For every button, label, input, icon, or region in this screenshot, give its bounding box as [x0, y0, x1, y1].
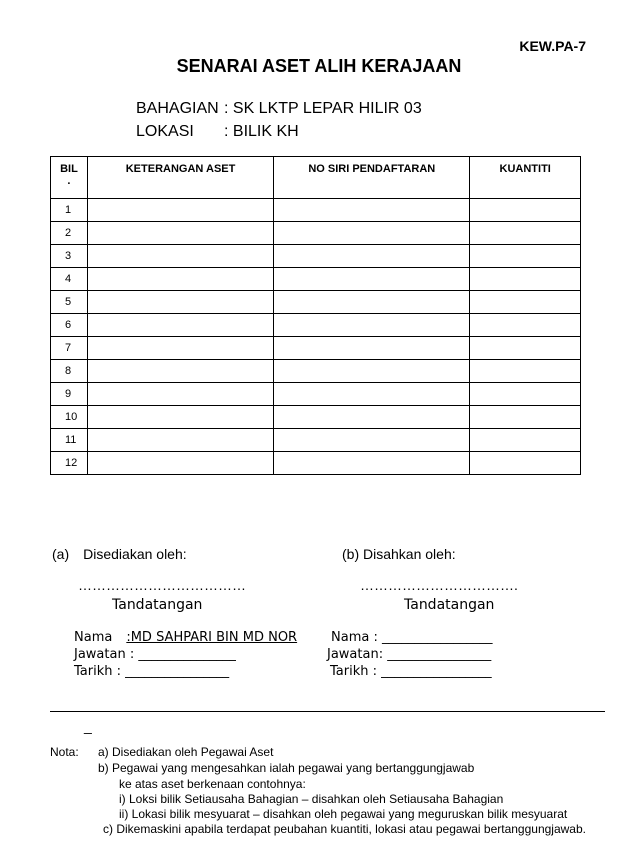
nota-line-b-ii: ii) Lokasi bilik mesyuarat – disahkan oleh pegawai yang meguruskan bilik mesyuarat: [119, 807, 568, 821]
signature-dots-a: ………………………………: [78, 577, 246, 593]
nota-line-c: c) Dikemaskini apabila terdapat peubahan kuantiti, lokasi atau pegawai bertanggungjawab.: [103, 822, 586, 836]
page-title: SENARAI ASET ALIH KERAJAAN: [176, 56, 462, 76]
cell-keterangan-aset: [87, 222, 273, 245]
section-a-letter: (a): [52, 546, 70, 562]
cell-kuantiti: [470, 222, 581, 245]
table-row: [51, 199, 581, 222]
cell-keterangan-aset: [87, 268, 273, 291]
cell-kuantiti: [470, 383, 581, 406]
section-b-heading: (b) Disahkan oleh:: [342, 546, 456, 562]
lokasi-label: LOKASI: [136, 123, 194, 140]
table-row: [51, 383, 581, 406]
cell-no-siri: [274, 452, 470, 475]
cell-kuantiti: [470, 406, 581, 429]
tarikh-row-b: Tarikh : _________________: [330, 664, 492, 679]
divider-line: [50, 711, 605, 712]
nota-label: Nota:: [50, 745, 79, 759]
lokasi-value: : BILIK KH: [224, 123, 299, 140]
cell-kuantiti: [470, 337, 581, 360]
nama-row-b: Nama : _________________: [331, 630, 493, 645]
cell-bil: 7: [51, 337, 88, 360]
table-header-row: [51, 157, 581, 199]
cell-bil: 8: [51, 360, 88, 383]
lokasi-row: [136, 123, 299, 141]
cell-no-siri: [274, 337, 470, 360]
signature-label-b: Tandatangan: [404, 597, 495, 613]
table-row: [51, 406, 581, 429]
cell-no-siri: [274, 406, 470, 429]
nama-value-a: :MD SAHPARI BIN MD NOR: [126, 630, 298, 645]
cell-bil: 9: [51, 383, 88, 406]
cell-no-siri: [274, 314, 470, 337]
cell-no-siri: [274, 360, 470, 383]
table-row: [51, 360, 581, 383]
cell-kuantiti: [470, 199, 581, 222]
cell-kuantiti: [470, 291, 581, 314]
nama-row-a: [74, 630, 297, 645]
section-a-heading: [52, 546, 187, 562]
table-row: [51, 337, 581, 360]
nama-label-a: Nama: [74, 630, 113, 645]
cell-keterangan-aset: [87, 383, 273, 406]
bahagian-value: : SK LKTP LEPAR HILIR 03: [224, 100, 422, 117]
cell-no-siri: [274, 291, 470, 314]
table-row: [51, 268, 581, 291]
cell-no-siri: [274, 199, 470, 222]
cell-kuantiti: [470, 429, 581, 452]
bahagian-label: BAHAGIAN: [136, 100, 219, 117]
cell-kuantiti: [470, 268, 581, 291]
cell-keterangan-aset: [87, 452, 273, 475]
cell-keterangan-aset: [87, 360, 273, 383]
cell-no-siri: [274, 268, 470, 291]
header-no-siri: NO SIRI PENDAFTARAN: [274, 157, 470, 199]
cell-kuantiti: [470, 314, 581, 337]
cell-keterangan-aset: [87, 406, 273, 429]
nota-line-b-cont: ke atas aset berkenaan contohnya:: [119, 777, 306, 791]
cell-bil: 12: [51, 452, 88, 475]
cell-bil: 3: [51, 245, 88, 268]
cell-no-siri: [274, 222, 470, 245]
cell-no-siri: [274, 383, 470, 406]
nota-line-a: a) Disediakan oleh Pegawai Aset: [98, 745, 274, 759]
table-row: [51, 429, 581, 452]
nota-line-b: b) Pegawai yang mengesahkan ialah pegawai yang bertanggungjawab: [98, 761, 475, 775]
cell-keterangan-aset: [87, 291, 273, 314]
cell-bil: 1: [51, 199, 88, 222]
cell-keterangan-aset: [87, 314, 273, 337]
cell-bil: 4: [51, 268, 88, 291]
asset-table: [50, 156, 581, 475]
table-row: [51, 452, 581, 475]
tarikh-row-a: Tarikh : ________________: [74, 664, 230, 679]
form-code: KEW.PA-7: [519, 38, 586, 54]
cell-bil: 5: [51, 291, 88, 314]
divider-dash: _: [84, 718, 92, 734]
cell-keterangan-aset: [87, 199, 273, 222]
cell-bil: 6: [51, 314, 88, 337]
cell-bil: 2: [51, 222, 88, 245]
cell-no-siri: [274, 429, 470, 452]
header-kuantiti: KUANTITI: [470, 157, 581, 199]
table-row: [51, 245, 581, 268]
cell-no-siri: [274, 245, 470, 268]
nota-line-b-i: i) Loksi bilik Setiausaha Bahagian – disahkan oleh Setiausaha Bahagian: [119, 792, 504, 806]
header-keterangan-aset: KETERANGAN ASET: [87, 157, 273, 199]
cell-keterangan-aset: [87, 337, 273, 360]
cell-keterangan-aset: [87, 429, 273, 452]
cell-bil: 10: [51, 406, 88, 429]
signature-dots-b: …………………………….: [360, 577, 518, 593]
cell-keterangan-aset: [87, 245, 273, 268]
table-row: [51, 314, 581, 337]
table-row: [51, 291, 581, 314]
jawatan-row-a: Jawatan : _______________: [74, 647, 236, 662]
table-row: [51, 222, 581, 245]
jawatan-row-b: Jawatan: ________________: [327, 647, 492, 662]
cell-kuantiti: [470, 360, 581, 383]
signature-label-a: Tandatangan: [112, 597, 203, 613]
header-bil: BIL .: [51, 157, 88, 199]
section-a-title: Disediakan oleh:: [83, 546, 187, 562]
cell-kuantiti: [470, 245, 581, 268]
cell-kuantiti: [470, 452, 581, 475]
bahagian-row: [136, 100, 422, 118]
cell-bil: 11: [51, 429, 88, 452]
